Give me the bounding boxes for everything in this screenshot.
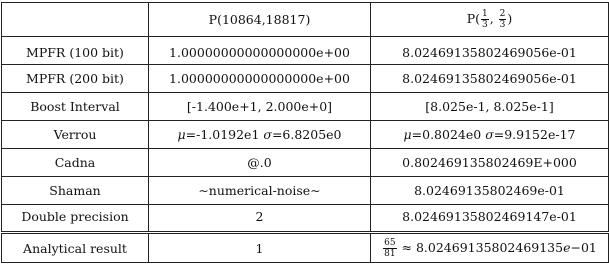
- p1-cell: 2: [149, 205, 371, 233]
- method-cell: Boost Interval: [2, 93, 149, 121]
- p2-cell: [8.025e-1, 8.025e-1]: [371, 93, 609, 121]
- frac-numerator: 1: [481, 9, 488, 19]
- method-cell: Cadna: [2, 149, 149, 177]
- header-p1: P(10864,18817): [149, 3, 371, 37]
- mu-symbol: μ: [177, 127, 186, 142]
- sigma-value: =9.9152e-17: [493, 127, 576, 142]
- mu-value: =-1.0192e1: [185, 127, 264, 142]
- method-cell: Analytical result: [2, 233, 149, 263]
- result-exponent-e: e: [563, 239, 571, 255]
- table-row: [2, 177, 609, 205]
- method-cell: Verrou: [2, 121, 149, 149]
- p2-cell: 8.02469135802469056e-01: [371, 37, 609, 65]
- result-exponent-tail: −01: [570, 239, 597, 255]
- header-p2-frac2: [499, 9, 507, 30]
- header-method: [2, 3, 149, 37]
- header-p2-sep: ,: [489, 11, 498, 26]
- result-fraction: [383, 238, 396, 259]
- result-approx-value: ≈ 8.02469135802469135: [397, 239, 564, 255]
- p1-cell: 1.00000000000000000e+00: [149, 65, 371, 93]
- method-cell: MPFR (100 bit): [2, 37, 149, 65]
- mu-value: =0.8024e0: [411, 127, 486, 142]
- sigma-symbol: σ: [263, 127, 272, 142]
- table-row: [2, 205, 609, 233]
- method-cell: Double precision: [2, 205, 149, 233]
- p1-cell: @.0: [149, 149, 371, 177]
- mu-symbol: μ: [403, 127, 412, 142]
- header-row: [2, 3, 609, 37]
- p1-cell: 1.00000000000000000e+00: [149, 37, 371, 65]
- p1-cell: [-1.400e+1, 2.000e+0]: [149, 93, 371, 121]
- p2-cell: 8.02469135802469e-01: [371, 177, 609, 205]
- header-p2: [371, 3, 609, 37]
- results-table: [1, 2, 609, 263]
- p1-cell: ∼numerical-noise∼: [149, 177, 371, 205]
- p2-cell: 8.02469135802469147e-01: [371, 205, 609, 233]
- frac-numerator: 2: [499, 9, 506, 19]
- frac-denominator: 3: [499, 20, 506, 30]
- analytical-result-row: [2, 233, 609, 263]
- table-row: [2, 65, 609, 93]
- header-p2-frac1: [481, 9, 489, 30]
- p1-cell: 1: [149, 233, 371, 263]
- p2-cell: [371, 233, 609, 263]
- sigma-symbol: σ: [485, 127, 494, 142]
- p2-cell: 8.02469135802469056e-01: [371, 65, 609, 93]
- table-row: [2, 149, 609, 177]
- table-row: [2, 37, 609, 65]
- frac-denominator: 3: [481, 20, 488, 30]
- p1-cell: [149, 121, 371, 149]
- table-row: [2, 121, 609, 149]
- method-cell: Shaman: [2, 177, 149, 205]
- sigma-value: =6.8205e0: [271, 127, 342, 142]
- p2-cell: 0.802469135802469E+000: [371, 149, 609, 177]
- frac-numerator: 65: [384, 237, 396, 248]
- method-cell: MPFR (200 bit): [2, 65, 149, 93]
- frac-denominator: 81: [384, 248, 396, 259]
- p2-cell: [371, 121, 609, 149]
- header-p2-prefix: P(: [466, 11, 480, 26]
- header-p2-suffix: ): [507, 11, 513, 26]
- table-row: [2, 93, 609, 121]
